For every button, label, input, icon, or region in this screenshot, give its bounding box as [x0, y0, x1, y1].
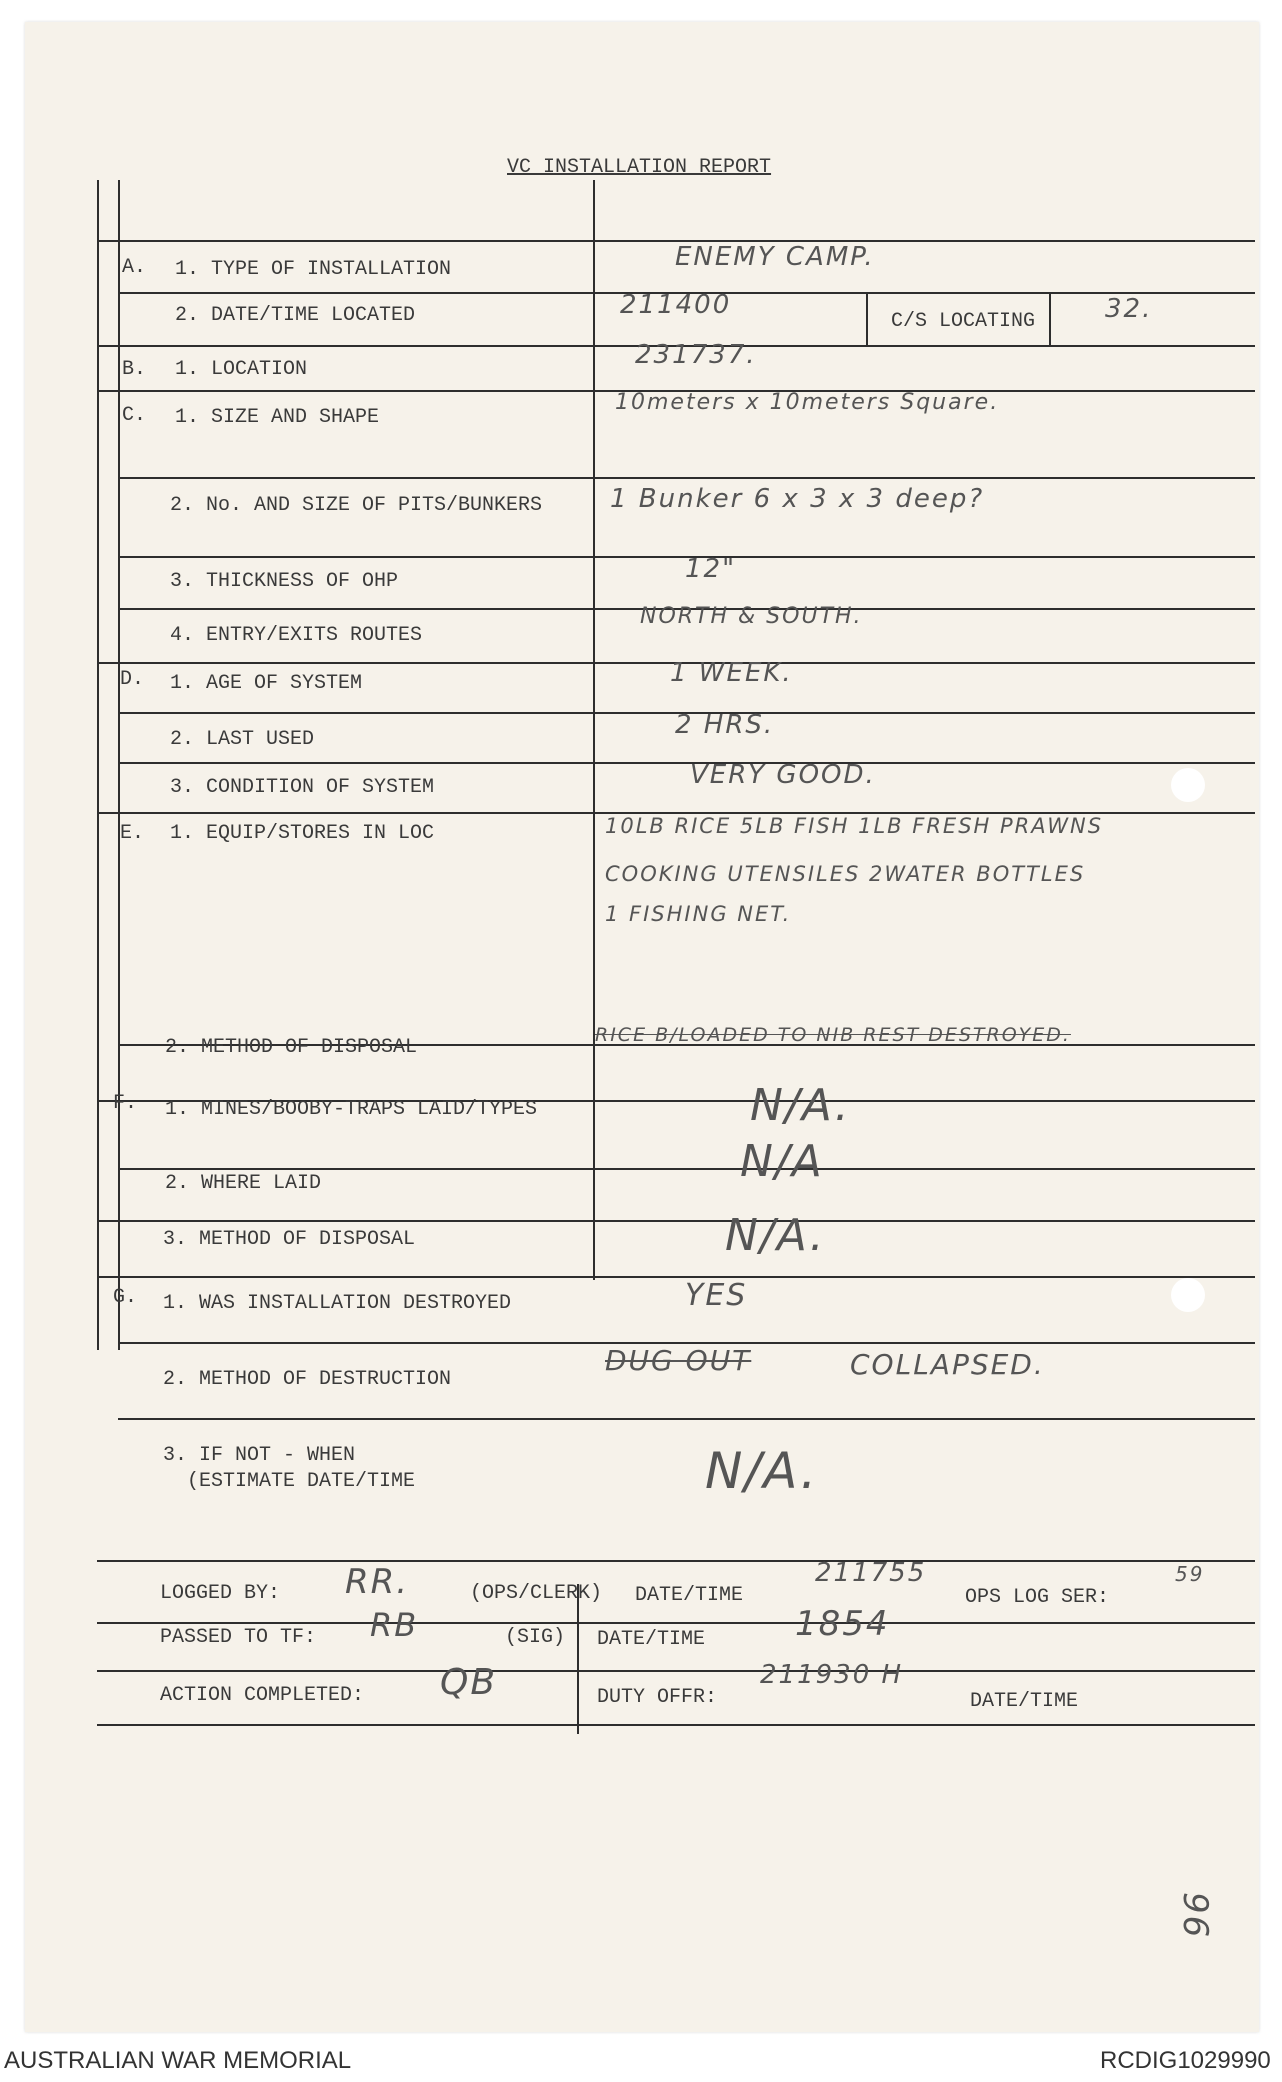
field-value: N/A.	[725, 1210, 826, 1261]
field-value: COLLAPSED.	[850, 1348, 1045, 1381]
grid-line	[118, 762, 1255, 764]
section-letter: C.	[122, 404, 147, 427]
archive-footer-left: AUSTRALIAN WAR MEMORIAL	[4, 2047, 352, 2074]
ops-log-ser-label: OPS LOG SER:	[965, 1586, 1110, 1609]
field-label: 3. THICKNESS OF OHP	[170, 570, 399, 593]
field-label: 1. TYPE OF INSTALLATION	[175, 258, 452, 281]
section-letter: E.	[120, 822, 145, 845]
logged-by-label: LOGGED BY:	[160, 1582, 281, 1605]
date-time-value: 211755	[815, 1558, 927, 1588]
field-value: 10meters x 10meters Square.	[615, 390, 1000, 415]
field-value: RICE B/LOADED TO NIB REST DESTROYED.	[595, 1024, 1071, 1046]
report-title: VC INSTALLATION REPORT	[507, 156, 772, 179]
field-label: 4. ENTRY/EXITS ROUTES	[170, 624, 423, 647]
grid-line	[97, 1724, 1255, 1726]
ops-log-ser-value: 59	[1175, 1562, 1205, 1586]
field-label: 2. METHOD OF DISPOSAL	[165, 1036, 418, 1059]
section-letter: G.	[113, 1286, 138, 1309]
field-value: 1 Bunker 6 x 3 x 3 deep?	[610, 484, 985, 514]
cs-locating-label: C/S LOCATING	[891, 310, 1036, 333]
sig-label: (SIG)	[505, 1626, 566, 1649]
section-letter: A.	[122, 256, 147, 279]
grid-line	[97, 1276, 1255, 1278]
field-label: 1. SIZE AND SHAPE	[175, 406, 380, 429]
action-completed-value: QB	[440, 1662, 498, 1703]
section-letter: F.	[113, 1092, 138, 1115]
grid-line	[97, 1670, 1255, 1672]
field-value-line: 1 FISHING NET.	[605, 902, 792, 926]
field-value-line: 10LB RICE 5LB FISH 1LB FRESH PRAWNS	[605, 814, 1104, 838]
field-value: 211400	[620, 290, 732, 320]
grid-line	[118, 477, 1255, 479]
duty-offr-value: 211930 H	[760, 1660, 904, 1690]
field-label: 2. DATE/TIME LOCATED	[175, 304, 416, 327]
field-label: 3. METHOD OF DISPOSAL	[163, 1228, 416, 1251]
field-value: 12"	[685, 554, 737, 584]
field-value: VERY GOOD.	[690, 760, 876, 790]
field-label: 1. WAS INSTALLATION DESTROYED	[163, 1292, 512, 1315]
grid-line	[97, 1220, 1255, 1222]
field-label: 1. MINES/BOOBY-TRAPS LAID/TYPES	[165, 1098, 538, 1121]
date-time-value: 1854	[795, 1604, 890, 1644]
grid-line	[118, 180, 120, 1350]
logged-by-value: RR.	[345, 1562, 410, 1602]
date-time-label: DATE/TIME	[597, 1628, 706, 1651]
field-label: 1. EQUIP/STORES IN LOC	[170, 822, 435, 845]
field-label: 1. LOCATION	[175, 358, 308, 381]
archive-footer-right: RCDIG1029990	[1100, 2047, 1271, 2074]
document-page	[25, 22, 1259, 2032]
date-time-label: DATE/TIME	[635, 1584, 744, 1607]
field-label: 2. METHOD OF DESTRUCTION	[163, 1368, 452, 1391]
grid-line	[97, 1622, 1255, 1624]
field-value-line: COOKING UTENSILES 2WATER BOTTLES	[605, 862, 1086, 886]
grid-line	[577, 1584, 579, 1734]
date-time-label: DATE/TIME	[970, 1690, 1079, 1713]
passed-to-tf-value: RB	[370, 1606, 419, 1644]
page-number: 96	[1175, 1892, 1215, 1940]
grid-line	[118, 1168, 1255, 1170]
field-label: (ESTIMATE DATE/TIME	[187, 1470, 416, 1493]
field-value: ENEMY CAMP.	[675, 242, 875, 272]
punch-hole	[1171, 768, 1205, 802]
duty-offr-label: DUTY OFFR:	[597, 1686, 718, 1709]
grid-line	[97, 180, 99, 1350]
field-value: YES	[685, 1278, 748, 1313]
field-label: 2. LAST USED	[170, 728, 315, 751]
field-value: NORTH & SOUTH.	[640, 604, 863, 629]
section-letter: D.	[120, 668, 145, 691]
action-completed-label: ACTION COMPLETED:	[160, 1684, 365, 1707]
section-letter: B.	[122, 358, 147, 381]
field-label: 1. AGE OF SYSTEM	[170, 672, 363, 695]
grid-line	[866, 294, 868, 346]
field-value: N/A.	[750, 1080, 851, 1131]
field-value: 2 HRS.	[675, 710, 775, 740]
ops-clerk-label: (OPS/CLERK)	[470, 1582, 603, 1605]
grid-line	[1049, 294, 1051, 346]
field-value: N/A	[740, 1136, 824, 1187]
punch-hole	[1171, 1278, 1205, 1312]
grid-line	[97, 1560, 1255, 1562]
field-label: 3. CONDITION OF SYSTEM	[170, 776, 435, 799]
field-label: 2. No. AND SIZE OF PITS/BUNKERS	[170, 494, 543, 517]
cs-locating-value: 32.	[1105, 294, 1153, 324]
field-value: 231737.	[635, 340, 757, 370]
grid-line	[118, 1418, 1255, 1420]
struck-value: DUG OUT	[605, 1344, 752, 1377]
field-value: N/A.	[705, 1442, 819, 1500]
field-label: 3. IF NOT - WHEN	[163, 1444, 356, 1467]
field-label: 2. WHERE LAID	[165, 1172, 322, 1195]
passed-to-tf-label: PASSED TO TF:	[160, 1626, 317, 1649]
field-value: 1 WEEK.	[670, 658, 793, 688]
